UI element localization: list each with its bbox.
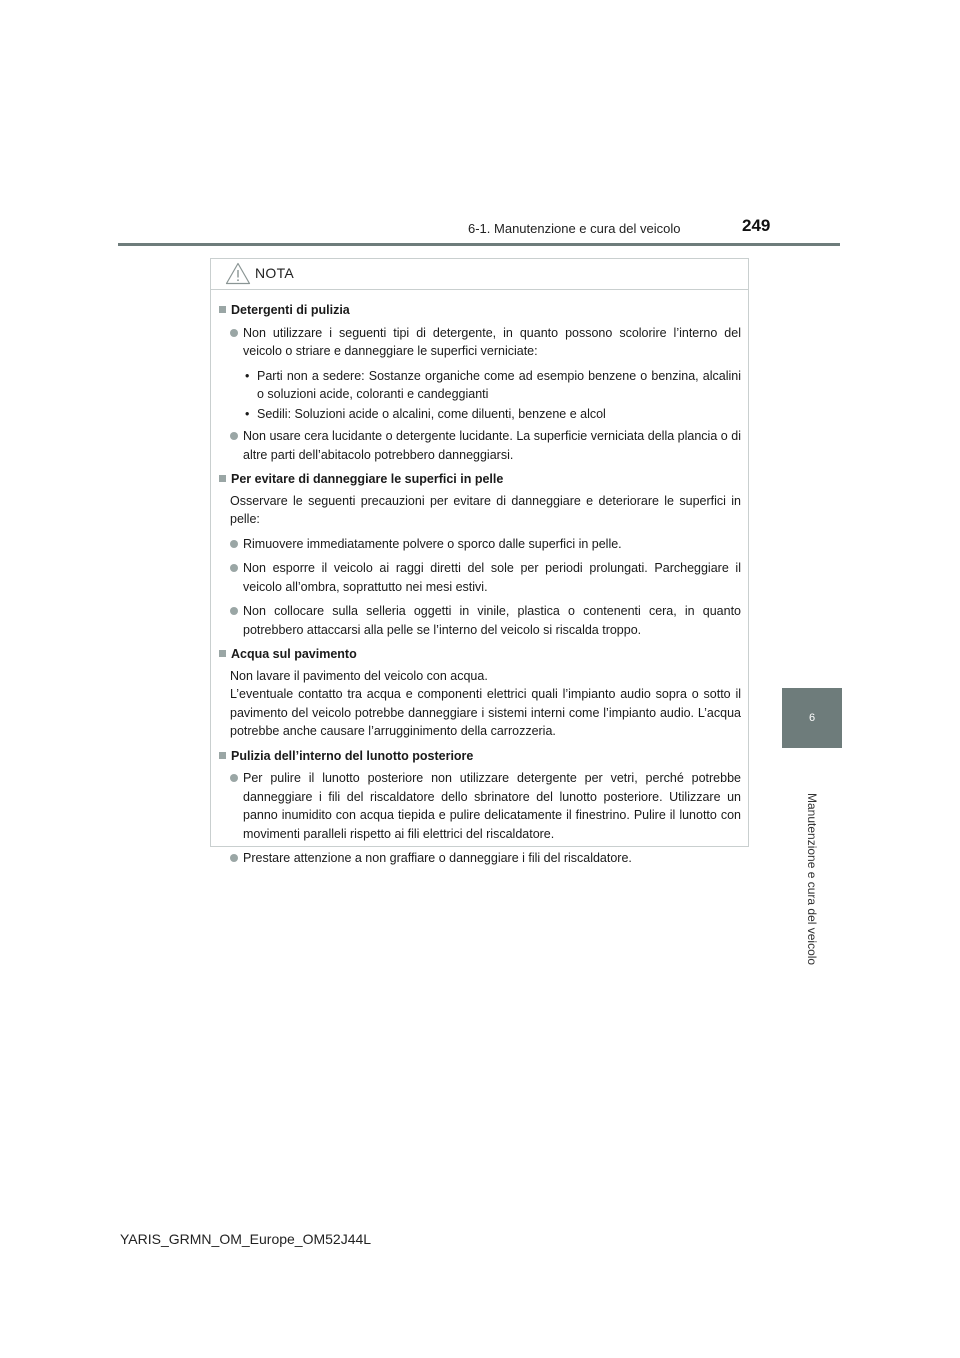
bullet-item <box>218 769 741 843</box>
bullet-item <box>218 559 741 596</box>
bullet-item <box>218 535 741 554</box>
header-section-title: 6-1. Manutenzione e cura del veicolo <box>468 221 681 236</box>
bullet-item <box>218 849 741 868</box>
square-bullet-icon <box>219 650 226 657</box>
section-paragraph: L’eventuale contatto tra acqua e componenti elettrici quali l’impianto audio sopra o sotto il pavimento del veicolo potrebbe danneggiare i sistemi interni come l’impianto audio. L’acqua potrebbe anche causare l’arrugginimento della carrozzeria. <box>230 687 741 738</box>
round-bullet-icon <box>230 540 238 548</box>
sub-bullet-marker: • <box>245 368 250 383</box>
sub-bullet-text: Parti non a sedere: Sostanze organiche come ad esempio benzene o benzina, alcalini o soluzioni acide, coloranti e candeggianti <box>257 368 741 401</box>
sub-bullet-item <box>218 367 741 404</box>
square-bullet-icon <box>219 306 226 313</box>
section-heading-text: Pulizia dell’interno del lunotto posteriore <box>231 748 474 763</box>
square-bullet-icon <box>219 752 226 759</box>
notice-body <box>211 290 748 868</box>
sub-bullet-marker: • <box>245 406 250 421</box>
bullet-item <box>218 602 741 639</box>
notice-box <box>210 258 749 865</box>
section-heading <box>218 645 741 664</box>
notice-title: NOTA <box>255 265 295 281</box>
section-heading <box>218 470 741 489</box>
sub-bullet-text: Sedili: Soluzioni acide o alcalini, come diluenti, benzene e alcol <box>257 406 606 421</box>
bullet-text: Non utilizzare i seguenti tipi di detergente, in quanto possono scolorire l’interno del veicolo o striare e danneggiare le superfici verniciate: <box>243 325 741 358</box>
chapter-tab-label: Manutenzione e cura del veicolo <box>805 793 819 966</box>
bullet-text: Rimuovere immediatamente polvere o sporco dalle superfici in pelle. <box>243 536 622 551</box>
round-bullet-icon <box>230 607 238 615</box>
bullet-text: Non esporre il veicolo ai raggi diretti del sole per periodi prolungati. Parcheggiare il veicolo all’ombra, soprattutto nei mesi estivi. <box>243 561 741 594</box>
round-bullet-icon <box>230 774 238 782</box>
section-heading-text: Per evitare di danneggiare le superfici in pelle <box>231 472 504 486</box>
bullet-text: Per pulire il lunotto posteriore non utilizzare detergente per vetri, perché potrebbe danneggiare i fili del riscaldatore dello sbrinatore del lunotto posteriore. Utilizzare un panno inumidito con acqua tiepida e pulire delicatamente il finestrino. Pulire il lunotto con movimenti paralleli rispetto ai fili elettrici del riscaldatore. <box>243 771 741 841</box>
bullet-item <box>218 427 741 464</box>
header-divider <box>118 243 840 246</box>
bullet-text: Non collocare sulla selleria oggetti in vinile, plastica o contenenti cera, in quanto potrebbero attaccarsi alla pelle se l’interno del veicolo si riscalda troppo. <box>243 604 741 637</box>
sub-bullet-item <box>218 405 741 424</box>
square-bullet-icon <box>219 475 226 482</box>
round-bullet-icon <box>230 329 238 337</box>
footer-document-code: YARIS_GRMN_OM_Europe_OM52J44L <box>120 1231 372 1247</box>
section-heading <box>218 747 741 766</box>
bullet-text: Prestare attenzione a non graffiare o danneggiare i fili del riscaldatore. <box>243 851 632 865</box>
section-paragraph: Non lavare il pavimento del veicolo con acqua. <box>230 668 488 683</box>
section-intro: Osservare le seguenti precauzioni per evitare di danneggiare e deteriorare le superfici in pelle: <box>230 493 741 526</box>
warning-triangle-icon <box>225 262 251 285</box>
section-heading <box>218 301 741 320</box>
notice-header <box>211 259 748 290</box>
round-bullet-icon <box>230 564 238 572</box>
section-heading-text: Detergenti di pulizia <box>231 303 350 317</box>
bullet-item <box>218 324 741 361</box>
chapter-tab-number: 6 <box>782 688 842 748</box>
round-bullet-icon <box>230 432 238 440</box>
section-heading-text: Acqua sul pavimento <box>231 647 357 661</box>
round-bullet-icon <box>230 854 238 862</box>
page-number: 249 <box>742 216 771 235</box>
bullet-text: Non usare cera lucidante o detergente lucidante. La superficie verniciata della plancia o di altre parti dell’abitacolo potrebbero danneggiarsi. <box>243 429 741 462</box>
